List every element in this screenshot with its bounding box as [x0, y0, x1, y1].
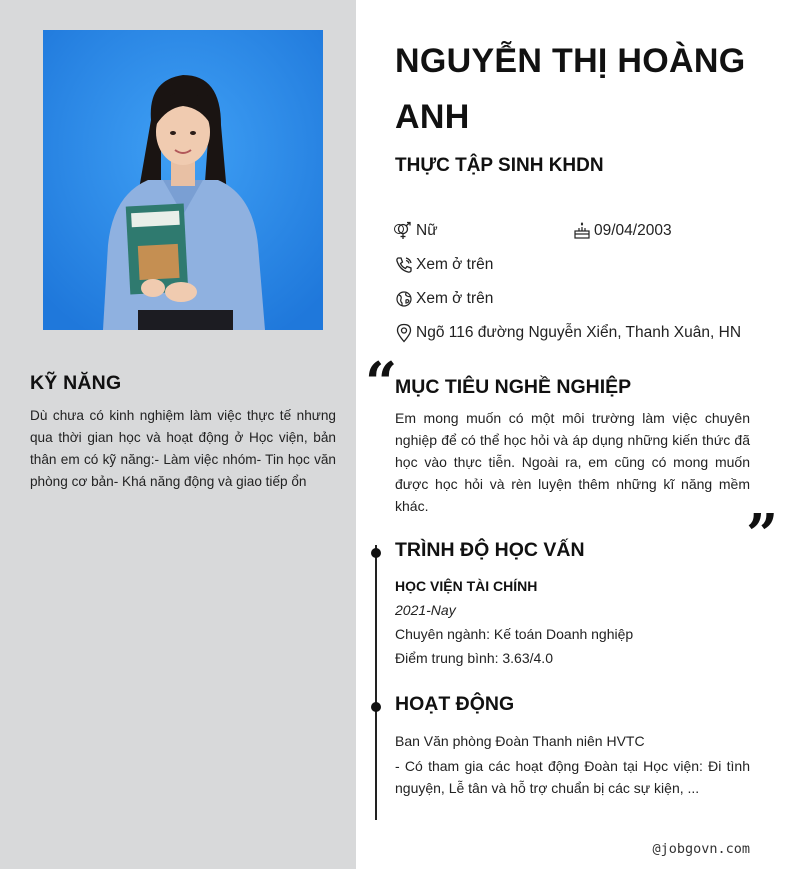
objective-title: MỤC TIÊU NGHỀ NGHIỆP: [395, 376, 632, 398]
candidate-position: THỰC TẬP SINH KHDN: [395, 155, 604, 176]
globe-icon: [394, 289, 414, 309]
timeline-dot-education: [371, 548, 381, 558]
open-quote-icon: “: [365, 350, 398, 416]
skills-text: Dù chưa có kinh nghiệm làm việc thực tế nhưng qua thời gian học và hoạt động ở Học viện, bản thân em có kỹ năng:- Làm việc nhóm- Tin học văn phòng cơ bản- Khá năng động và giao tiếp ổn: [30, 408, 336, 489]
activities-organization: Ban Văn phòng Đoàn Thanh niên HVTC: [395, 733, 645, 749]
location-pin-icon: [394, 323, 414, 343]
education-time: 2021-Nay: [395, 602, 456, 618]
gender-icon: [394, 221, 414, 241]
gender-value: Nữ: [416, 222, 438, 239]
birthday-value: 09/04/2003: [594, 222, 672, 239]
education-title: TRÌNH ĐỘ HỌC VẤN: [395, 539, 585, 561]
timeline-dot-activities: [371, 702, 381, 712]
birthday-row: [572, 221, 672, 241]
address-value: Ngõ 116 đường Nguyễn Xiển, Thanh Xuân, HN: [416, 324, 742, 341]
timeline-line: [375, 545, 377, 820]
education-major: Chuyên ngành: Kế toán Doanh nghiệp: [395, 626, 634, 642]
education-gpa: Điểm trung bình: 3.63/4.0: [395, 650, 553, 666]
profile-photo: [43, 30, 323, 330]
phone-icon: [394, 255, 414, 275]
address-row: [394, 323, 741, 343]
website-row: [394, 289, 493, 309]
website-value: Xem ở trên: [416, 290, 494, 307]
objective-text: Em mong muốn có một môi trường làm việc chuyên nghiệp để có thể học hỏi và áp dụng những kiến thức đã học vào thực tiễn. Ngoài ra, em cũng có mong muốn được học hỏi và rèn luyện thêm những kĩ năng mềm khác.: [395, 410, 750, 514]
phone-row: [394, 255, 493, 275]
candidate-name: NGUYỄN THỊ HOÀNG ANH: [395, 42, 746, 136]
left-sidebar: [0, 0, 356, 869]
gender-row: [394, 221, 438, 241]
activities-title: HOẠT ĐỘNG: [395, 693, 515, 715]
activities-description: - Có tham gia các hoạt động Đoàn tại Học viện: Đi tình nguyện, Lễ tân và hỗ trợ chuẩn bị các sự kiện, ...: [395, 758, 750, 796]
skills-title: KỸ NĂNG: [30, 372, 122, 394]
phone-value: Xem ở trên: [416, 256, 494, 273]
close-quote-icon: ”: [746, 502, 779, 568]
watermark: @jobgovn.com: [652, 841, 750, 857]
cake-icon: [572, 221, 592, 241]
education-school: HỌC VIỆN TÀI CHÍNH: [395, 578, 538, 594]
portrait-image: [43, 30, 323, 330]
